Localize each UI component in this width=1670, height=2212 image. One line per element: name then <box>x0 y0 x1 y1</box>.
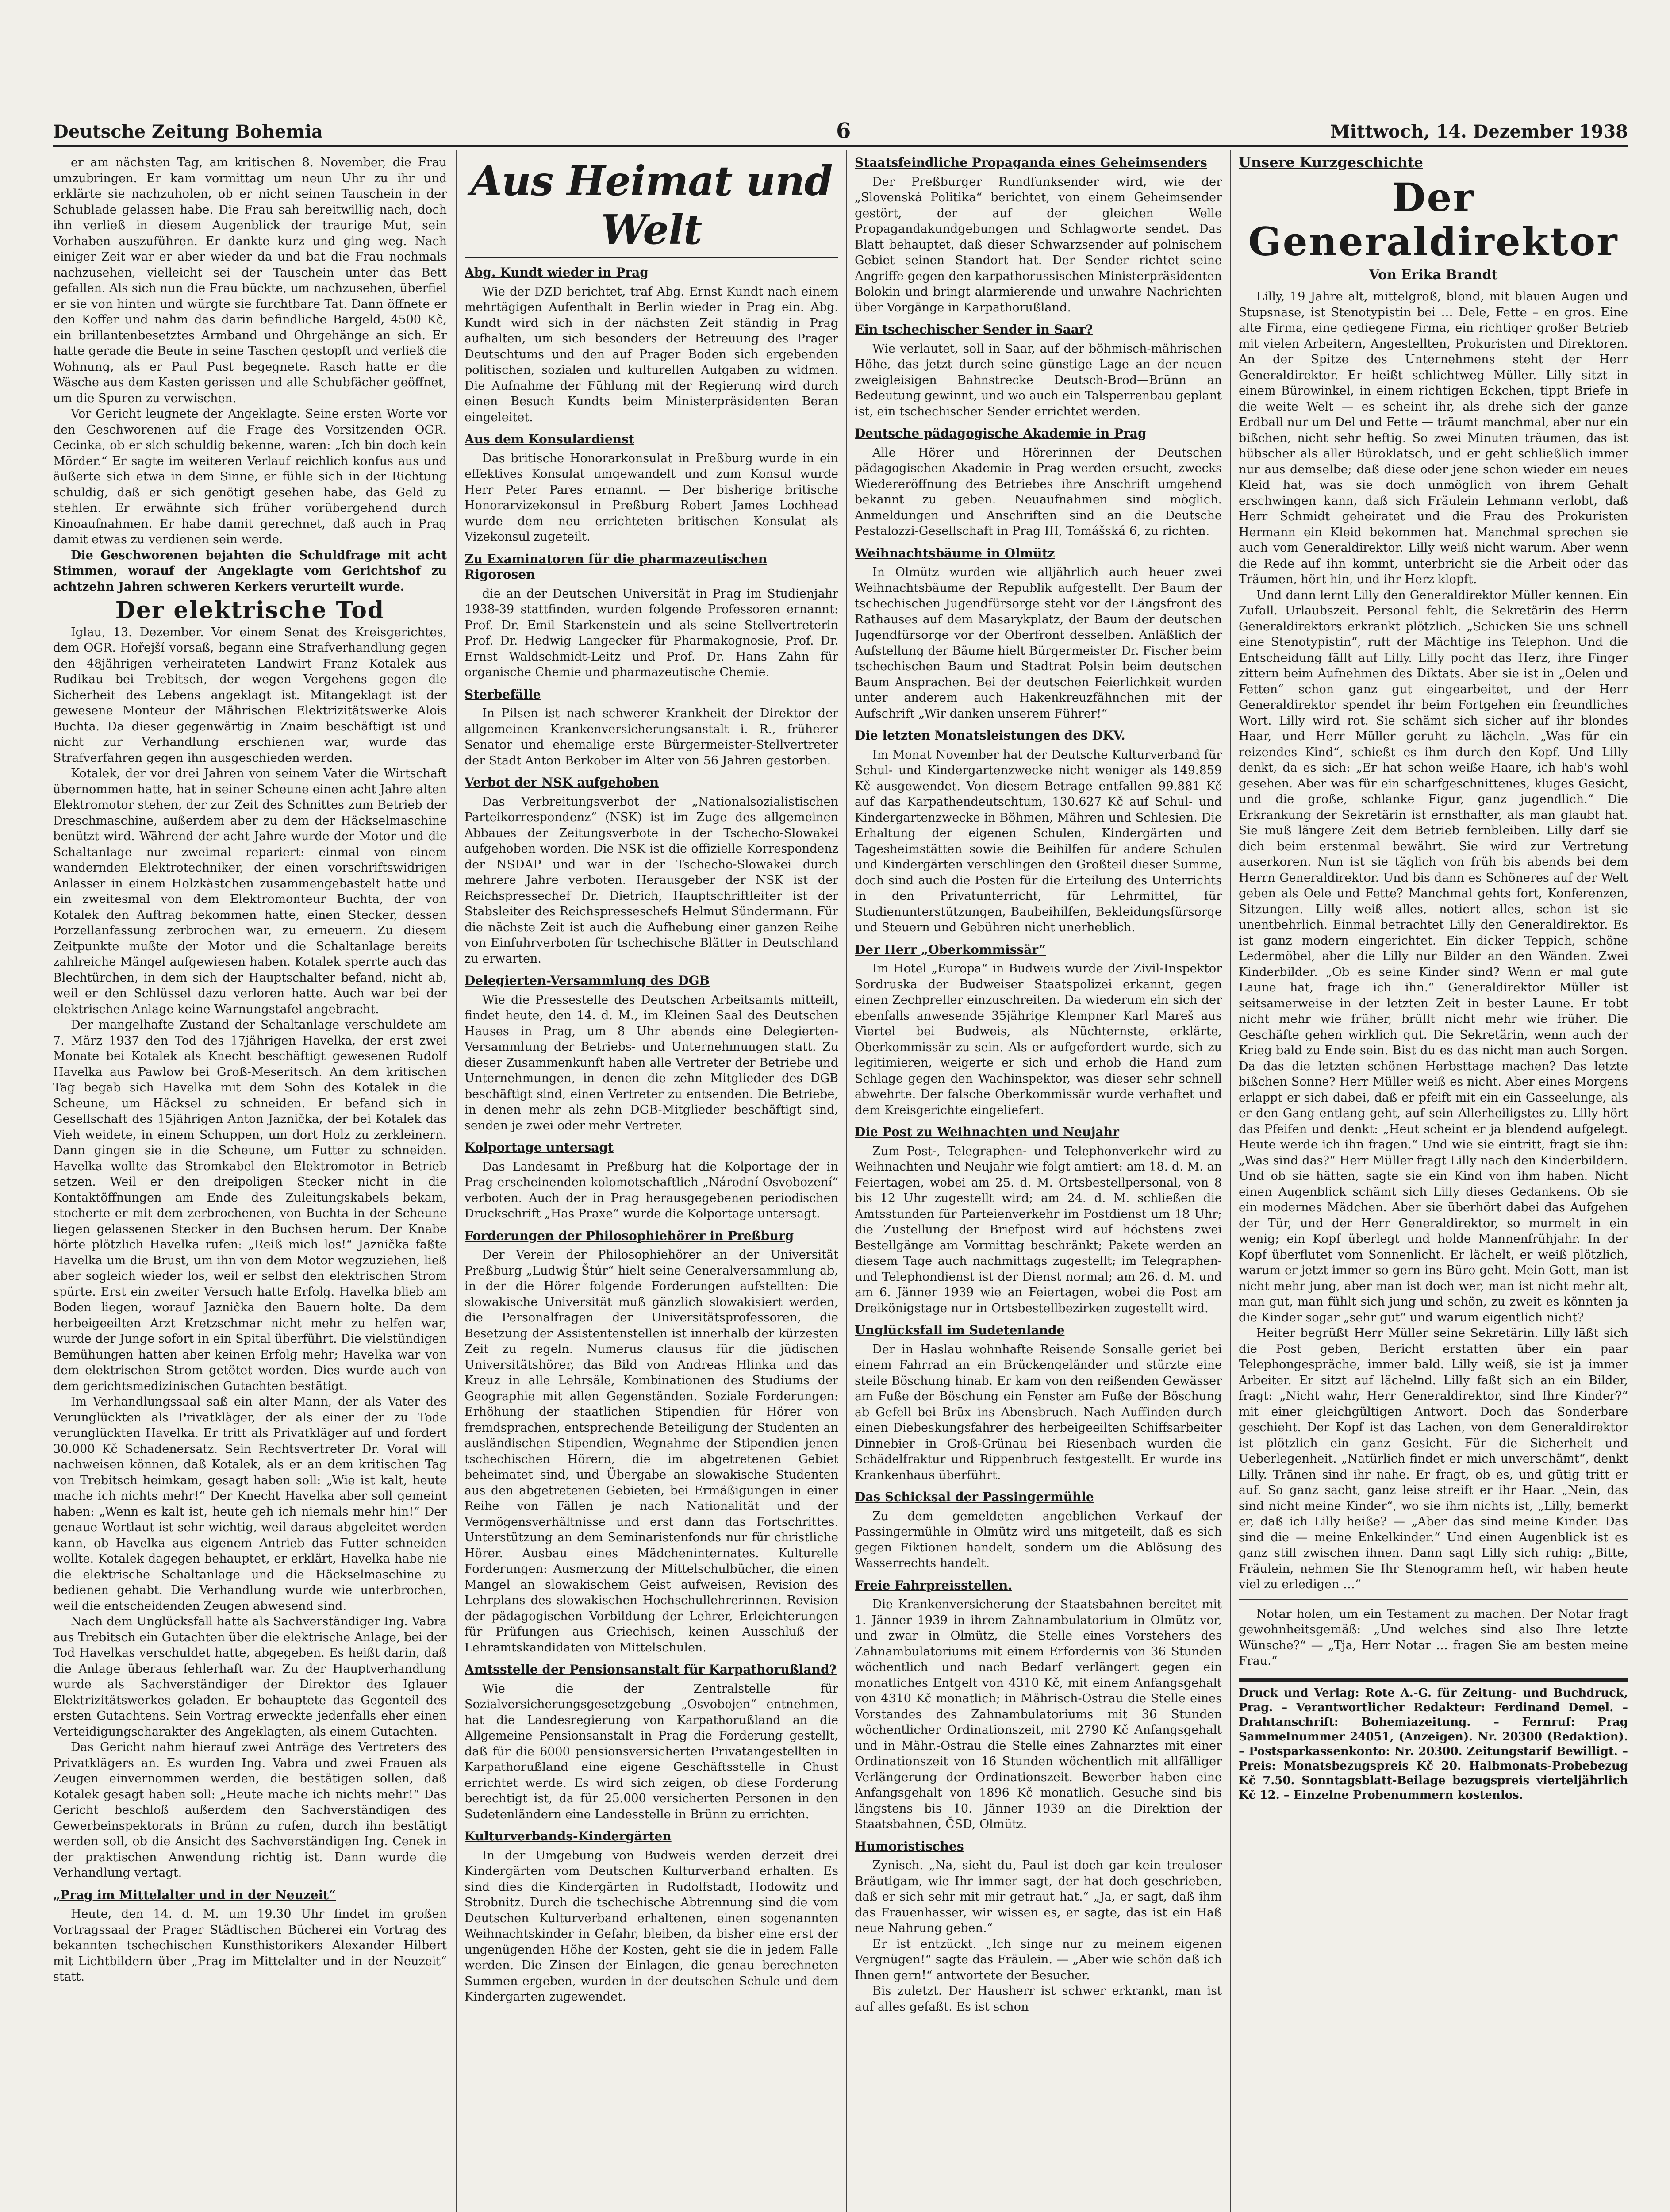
article-heading: Delegierten-Versammlung des DGB <box>465 973 710 988</box>
article-paragraph: Im Hotel „Europa“ in Budweis wurde der Zivil-Inspektor Sordruska der Budweiser Staatspolizei erkannt, gegen einen Zechpreller einzuschreiten. Da wiederum ein sich der ebenfalls anwesende 35jährige Klempner Karl Mareš aus Viertel bei Budweis, als Nüchternste, erklärte, Oberkommissär zu sein. Als er aufgefordert wurde, sich zu legitimieren, weigerte er sich und erhob die Hand zum Schlage gegen den Wachinspektor, was dieser sehr schnell abwehrte. Der falsche Oberkommissär wurde verhaftet und dem Kreisgerichte eingeliefert. <box>855 962 1222 1117</box>
article-heading: Der Herr „Oberkommissär“ <box>855 942 1046 957</box>
article-heading: Kulturverbands-Kindergärten <box>465 1829 672 1843</box>
article-paragraph: Im Monat November hat der Deutsche Kulturverband für Schul- und Kindergartenzwecke nicht weniger als 149.859 Kč ausgewendet. Von diesem Betrage entfallen 99.881 Kč auf das Karpathendeutschtum, 130.627 Kč auf Schul- und Kindergartenzwecke in Böhmen, Mähren und Schlesien. Die Erhaltung der eigenen Schulen, Kindergärten und Tagesheimstätten sowie die Beihilfen für andere Schulen und Kindergärten verschlingen den Großteil dieser Summe, doch sind auch die Posten für die Erteilung des Unterrichts in den Privatunterricht, für Lehrmittel, für Studienunterstützungen, Baubeihilfen, Bekleidungsfürsorge und Steuern und Gebühren nicht unerheblich. <box>855 748 1222 934</box>
article-paragraph: Im Verhandlungssaal saß ein alter Mann, der als Vater des Verunglückten als Privatkläger, der als einer der zu Tode verunglückten Havelka. Er tritt als Privatkläger auf und fordert 30.000 Kč Schadenersatz. Sein Rechtsvertreter Dr. Voral will nachweisen können, daß Kotalek, als er an dem kritischen Tag von Trebitsch heimkam, gesagt haben soll: „Wie ist kalt, heute mache ich nichts mehr!“ Der Knecht Havelka aber soll gemeint haben: „Wenn es kalt ist, heute geh ich niemals mehr hin!“ Der genaue Wortlaut ist sehr wichtig, weil daraus abgeleitet werden kann, ob Havelka aus eigenem Antrieb das Futter schneiden wollte. Kotalek dagegen behauptet, er erklärt, Havelka habe nie die elektrische Schaltanlage und die Häckselmaschine zu bedienen gehabt. Die Verhandlung wurde wie unterbrochen, weil die entscheidenden Zeugen abwesend sind. <box>53 1395 447 1613</box>
article-paragraph: Die Geschworenen bejahten die Schuldfrage mit acht Stimmen, worauf der Angeklagte vom Gerichtshof zu achtzehn Jahren schweren Kerkers verurteilt wurde. <box>53 548 447 594</box>
article-paragraph: Lilly, 19 Jahre alt, mittelgroß, blond, mit blauen Augen und Stupsnase, ist Stenotypistin bei … Dele, Fette – en gros. Eine alte Firma, eine gediegene Firma, ein richtiger großer Betrieb mit vielen Arbeitern, Angestellten, Prokuristen und Direktoren. An der Spitze des Unternehmens steht der Herr Generaldirektor. Er heißt schlichtweg Müller. Lilly sitzt in einem Bürowinkel, in einem richtigen Eckchen, tippt Briefe in die weite Welt — es scheint ihr, als drehe sich der ganze Erdball nur um Del und Fette — träumt manchmal, aber nur ein bißchen, nicht sehr heftig. So zwei Minuten träumen, das ist hübscher als aller Büroklatsch, und er geht schließlich immer nur aus demselbe; daß diese oder jene schon wieder ein neues Kleid hat, was sie doch unmöglich von ihrem Gehalt erschwingen kann, daß sich Fräulein Lehmann verlobt, daß Herr Schmidt geheiratet und die Frau des Prokuristen Hermann ein Kleid bekommen hat. Manchmal sprechen sie auch vom Generaldirektor. Lilly weiß nicht warum. Aber wenn die Rede auf ihn kommt, unterbricht sie die Arbeit oder das Träumen, hört hin, und ihr Herz klopft. <box>1239 290 1628 586</box>
article-paragraph: Das britische Honorarkonsulat in Preßburg wurde in ein effektives Konsulat umgewandelt und zum Konsul wurde Herr Peter Pares ernannt. — Der bisherige britische Honorarvizekonsul in Preßburg Robert James Lochhead wurde dem neu errichteten britischen Konsulat als Vizekonsul zugeteilt. <box>465 451 838 544</box>
article-heading: Humoristisches <box>855 1839 964 1854</box>
article-paragraph: Der mangelhafte Zustand der Schaltanlage verschuldete am 7. März 1937 den Tod des 17jährigen Havelka, der erst zwei Monate bei Kotalek als Knecht beschäftigt gewesenen Rudolf Havelka aus Pawlow bei Groß-Meseritsch. An dem kritischen Tag begab sich Havelka mit dem Sohn des Kotalek in die Scheune, um Häcksel zu schneiden. Er befand sich in Gesellschaft des 15jährigen Anton Jaznička, der bei Kotalek das Vieh weidete, in einem Schuppen, um dort Holz zu zerkleinern. Dann gingen sie in die Scheune, um Futter zu schneiden. Havelka wollte das Stromkabel den Elektromotor in Betrieb setzen. Weil er den dreipoligen Stecker nicht in die Kontaktöffnungen am Ende des Zuleitungskabels bekam, stocherte er mit dem zerbrochenen, von Buchta in der Scheune liegen gelassenen Stecker in den Buchsen herum. Der Knabe hörte plötzlich Havelka rufen: „Reiß mich los!“ Jaznička faßte Havelka um die Brust, um ihn von dem Motor wegzuziehen, ließ aber sogleich wieder los, weil er selbst den elektrischen Strom spürte. Erst ein zweiter Versuch hatte Erfolg. Havelka blieb am Boden liegen, worauf Jaznička den Bauern holte. Da dem herbeigeeilten Arzt Kretzschmar nicht mehr zu helfen war, wurde der Junge sofort in ein Spital überführt. Die vielstündigen Bemühungen hatten aber keinen Erfolg mehr; Havelka war von dem elektrischen Strom getötet worden. Dies wurde auch von dem gerichtsmedizinischen Gutachten bestätigt. <box>53 1018 447 1393</box>
article-heading: Das Schicksal der Passingermühle <box>855 1490 1094 1504</box>
article-paragraph: Wie die Pressestelle des Deutschen Arbeitsamts mitteilt, findet heute, den 14. d. M., im Kleinen Saal des Deutschen Hauses in Prag, um 8 Uhr abends eine Delegierten-Versammlung der Betriebs- und Unternehmungen statt. Zu dieser Zusammenkunft haben alle Vertreter der Betriebe und Unternehmungen, in denen die zehn Mitglieder des DGB beschäftigt sind, einen Vertreter zu entsenden. Die Betriebe, in denen mehr als zehn DGB-Mitglieder beschäftigt sind, senden je zwei oder mehr Vertreter. <box>465 993 838 1133</box>
article-paragraph: er am nächsten Tag, am kritischen 8. November, die Frau umzubringen. Er kam vormittag um neun Uhr zu ihr und erklärte sie nachzuholen, ob er nicht seinen Tauschein in der Schublade gelassen habe. Die Frau sah bereitwillig nach, doch ihn verließ in diesem Augenblick der traurige Mut, sein Vorhaben auszuführen. Er dankte kurz und ging weg. Nach einiger Zeit war er aber wieder da und bat die Frau nochmals nachzusehen, vielleicht sei der Tauschein unter das Bett gefallen. Als sich nun die Frau bückte, um nachzusehen, überfiel er sie von hinten und würgte sie furchtbare Tat. Dann öffnete er den Koffer und nahm das darin befindliche Bargeld, 4500 Kč, ein brillantenbesetztes Armband und Ohrgehänge an sich. Er hatte gerade die Beute in seine Taschen gestopft und verließ die Wohnung, als er Paul Pust begegnete. Rasch hatte er die Wäsche aus dem Kasten gerissen und alle Schubfächer geöffnet, um die Spuren zu verwischen. <box>53 156 447 405</box>
column-rule <box>846 150 847 2212</box>
article-paragraph: In Olmütz wurden wie alljährlich auch heuer zwei Weihnachtsbäume der Republik aufgestellt. Der Baum der tschechischen Jugendfürsorge steht vor der Längsfront des Rathauses auf dem Masarykplatz, der Baum der deutschen Jugendfürsorge vor der Oberfront desselben. Anläßlich der Aufstellung der Bäume hielt Bürgermeister Dr. Fischer beim tschechischen Baum und Stadtrat Polsin beim deutschen Baum Ansprachen. Bei der deutschen Feierlichkeit wurden unter anderem auch Hakenkreuzfähnchen mit der Aufschrift „Wir danken unserem Führer!“ <box>855 565 1222 721</box>
impressum: Druck und Verlag: Rote A.-G. für Zeitung- und Buchdruck, Prag. – Verantwortlicher Redakteur: Ferdinand Demel. – Drahtanschrift: Bohemiazeitung. – Fernruf: Prag Sammelnummer 24051, (Anzeigen). Nr. 20300 (Redaktion). – Postsparkassenkonto: Nr. 20300. Zeitungstarif Bewilligt. – Preis: Monatsbezugspreis Kč 20. Halbmonats-Probebezug Kč 7.50. Sonntagsblatt-Beilage bezugspreis vierteljährlich Kč 12. – Einzelne Probenummern kostenlos. <box>1239 1678 1628 1803</box>
article-paragraph: Alle Hörer und Hörerinnen der Deutschen pädagogischen Akademie in Prag werden ersucht, zwecks Wiedereröffnung des Betriebes ihre Anschrift umgehend bekannt zu geben. Neuaufnahmen sind möglich. Anmeldungen und Anschriften sind an die Deutsche Pestalozzi-Gesellschaft in Prag III, Tomášská 6, zu richten. <box>855 445 1222 538</box>
article-paragraph: Notar holen, um ein Testament zu machen. Der Notar fragt gewohnheitsgemäß: „Und welches sind also Ihre letzte Wünsche?“ — „Tja, Herr Notar … fragen Sie am besten meine Frau.“ <box>1239 1607 1628 1668</box>
article-heading: Unglücksfall im Sudetenlande <box>855 1323 1065 1337</box>
divider <box>1239 1599 1628 1600</box>
running-header <box>53 119 1628 147</box>
article-paragraph: Das Verbreitungsverbot der „Nationalsozialistischen Parteikorrespondenz“ (NSK) ist im Zuge des allgemeinen Abbaues der Zeitungsverbote in der Tschecho-Slowakei aufgehoben worden. Die NSK ist die offizielle Korrespondenz der NSDAP und war in der Tschecho-Slowakei durch mehrere Jahre verboten. Herausgeber der NSK ist der Reichspressechef Dr. Dietrich, Hauptschriftleiter ist der Stabsleiter des Reichspresseschefs Helmut Sündermann. Für die nächste Zeit ist auch die Aufhebung einer ganzen Reihe von Einfuhrverboten für tschechische Blätter in Deutschland zu erwarten. <box>465 795 838 966</box>
article-title: Der elektrische Tod <box>115 597 385 624</box>
article-paragraph: Wie der DZD berichtet, traf Abg. Ernst Kundt nach einem mehrtägigen Aufenthalt in Berlin wieder in Prag ein. Abg. Kundt wird sich in der nächsten Zeit ständig in Prag aufhalten, um sich besonders der Betreuung des Prager Deutschtums und den auf Prager Boden sich ergebenden politischen, sozialen und kulturellen Aufgaben zu widmen. Die Aufnahme der Fühlung mit der Regierung wird durch einen Besuch Kundts beim Ministerpräsidenten Beran eingeleitet. <box>465 284 838 424</box>
article-heading: Zu Examinatoren für die pharmazeutischen Rigorosen <box>465 551 768 582</box>
article-heading: Deutsche pädagogische Akademie in Prag <box>855 426 1147 441</box>
article-paragraph: Er ist entzückt. „Ich singe nur zu meinem eigenen Vergnügen!“ sagte das Fräulein. — „Aber wie schön daß ich Ihnen gern!“ antwortete der Besucher. <box>855 1937 1222 1982</box>
article-paragraph: Bis zuletzt. Der Hausherr ist schwer erkrankt, man ist auf alles gefaßt. Es ist schon <box>855 1984 1222 2014</box>
article-heading: Sterbefälle <box>465 687 541 702</box>
article-paragraph: Zum Post-, Telegraphen- und Telephonverkehr wird zu Weihnachten und Neujahr wie folgt amtiert: am 18. d. M. an Feiertagen, wobei am 25. d. M. Ortsbestellpersonal, von 8 bis 12 Uhr zugestellt wird; am 24. d. M. schließen die Amtsstunden für Parteienverkehr im Postdienst um 18 Uhr; die Zustellung der Briefpost wird auf höchstens zwei Bestellgänge am Vormittag beschränkt; Pakete werden an diesem Tage auch nachmittags zugestellt; im Telegraphen- und Telephondienst ist der Dienst normal; am 26. d. M. und am 6. Jänner 1939 wie an Feiertagen, wobei die Post am Dreikönigstage nur in Ortsbestellbezirken zugestellt wird. <box>855 1144 1222 1315</box>
section-masthead: Aus Heimat und Welt <box>465 157 838 258</box>
article-heading: Abg. Kundt wieder in Prag <box>465 265 649 280</box>
column-1 <box>53 155 447 2212</box>
article-paragraph: Der in Haslau wohnhafte Reisende Sonsalle geriet bei einem Fahrrad an ein Brückengeländer und stürzte eine steile Böschung hinab. Er kam von den reißenden Gewässer am Fuße der Böschung ein Fenster am Fuße der Böschung ab Gefell bei Brüx ins Abensbruch. Nach Auffinden durch einen Diebeskungsfahrer des herbeigeeilten Schiffsarbeiter Dinnebier in Groß-Grünau bei Riesenbach wurden die Schädelfraktur und Rippenbruch festgestellt. Er wurde ins Krankenhaus überführt. <box>855 1342 1222 1482</box>
article-heading: Ein tschechischer Sender in Saar? <box>855 322 1093 337</box>
article-heading: „Prag im Mittelalter und in der Neuzeit“ <box>53 1887 336 1902</box>
article-heading: Aus dem Konsulardienst <box>465 432 634 446</box>
article-heading: Die Post zu Weihnachten und Neujahr <box>855 1125 1119 1139</box>
article-heading: Weihnachtsbäume in Olmütz <box>855 545 1055 561</box>
article-paragraph: In Pilsen ist nach schwerer Krankheit der Direktor der allgemeinen Krankenversicherungsanstalt i. R., früherer Senator und ehemalige erste Bürgermeister-Stellvertreter der Stadt Anton Berkober im Alter von 56 Jahren gestorben. <box>465 707 838 768</box>
article-heading: Staatsfeindliche Propaganda eines Geheimsenders <box>855 155 1207 170</box>
column-3 <box>855 155 1222 2212</box>
article-paragraph: Vor Gericht leugnete der Angeklagte. Seine ersten Worte vor den Geschworenen auf die Frage des Vorsitzenden OGR. Cecinka, ob er sich schuldig bekenne, waren: „Ich bin doch kein Mörder.“ Er sagte im weiteren Verlauf reichlich konfus aus und äußerte sich etwa in dem Sinne, er fühle sich in der Richtung schuldig, daß er sich genötigt gesehen habe, das Geld zu stehlen. Er erwähnte sich früher vorübergehend durch Kinoaufnahmen. Er habe damit gerechnet, daß auch in Prag damit etwas zu verdienen sein werde. <box>53 407 447 546</box>
article-paragraph: Zu dem gemeldeten angeblichen Verkauf der Passingermühle in Olmütz wird uns mitgeteilt, daß es sich gegen Fiktionen handelt, sondern um die Ablösung des Wasserrechts handelt. <box>855 1509 1222 1570</box>
page-number: 6 <box>836 119 851 143</box>
article-heading: Verbot der NSK aufgehoben <box>465 775 659 790</box>
article-heading: Freie Fahrpreisstellen. <box>855 1578 1013 1593</box>
article-paragraph: In der Umgebung von Budweis werden derzeit drei Kindergärten vom Deutschen Kulturverband erhalten. Es sind dies die Kindergärten in Rudolfstadt, Hodowitz und Strobnitz. Durch die tschechische Abtrennung sind die vom Deutschen Kulturverband erhaltenen, einen sogenannten Weihnachtskinder in Gefahr, bleiben, da bisher eine erst der ungenügenden Höhe der Kosten, geht sie die in jedem Falle werden. Die Zinsen der Einlagen, die genau berechneten Summen ergeben, wurden in der deutschen Schule und dem Kindergarten zugewendet. <box>465 1848 838 2004</box>
article-heading: Die letzten Monatsleistungen des DKV. <box>855 728 1125 743</box>
section-label: Unsere Kurzgeschichte <box>1239 155 1423 171</box>
column-4 <box>1239 155 1628 2212</box>
article-paragraph: Der Preßburger Rundfunksender wird, wie der „Slovenská Politika“ berichtet, von einem Geheimsender gestört, der auf der gleichen Welle Propagandakundgebungen und Schlagworte sendet. Das Blatt behauptet, daß dieser Schwarzsender auf polnischem Gebiet seinen Standort hat. Der Sender richtet seine Angriffe gegen den karpathorussischen Ministerpräsidenten Bolokin und bringt alarmierende und unwahre Nachrichten über Vorgänge in Karpathorußland. <box>855 175 1222 315</box>
article-paragraph: Der Verein der Philosophiehörer an der Universität Preßburg „Ludwig Štúr“ hielt seine Generalversammlung ab, in der die Hörer folgende Forderungen aufstellten: Die slowakische Universität muß gänzlich slowakisiert werden, die Personalfragen der Universitätsprofessoren, die Besetzung der Assistentenstellen ist innerhalb der kürzesten Zeit zu regeln. Numerus clausus für die jüdischen Universitätshörer, das Bild von Andreas Hlinka und das Kreuz in alle Lehrsäle, Kombinationen des Studiums der Geographie mit allen Gegenständen. Soziale Forderungen: Erhöhung der staatlichen Stipendien für Hörer von fremdsprachen, entsprechende Beteiligung der Studenten an ausländischen Stipendien, Wegnahme der Stipendien jenen tschechischen Hörern, die im abgetretenen Gebiet beheimatet sind, und Übergabe an slowakische Studenten aus den abgetretenen Gebieten, bei Ermäßigungen in einer Reihe von Fällen je nach Nationalität und der Vermögensverhältnisse und erst dann das Fortschrittes. Unterstützung an dem Seminaristenfonds nur für christliche Hörer. Ausbau eines Mädcheninternates. Kulturelle Forderungen: Ausmerzung der Mittelschulbücher, die einen Mangel an slowakischem Geist aufweisen, Revision des Lehrplans des slowakischen Hochschullehrerinnen. Revision der pädagogischen Vorbildung der Lehrer, Erleichterungen für Prüfungen aus Griechisch, keinen Ausschluß der Lehramtskandidaten von Mittelschulen. <box>465 1248 838 1655</box>
column-rule <box>1230 150 1231 2212</box>
column-2 <box>465 155 838 2212</box>
article-heading: Forderungen der Philosophiehörer in Preßburg <box>465 1228 794 1243</box>
article-paragraph: Heiter begrüßt Herr Müller seine Sekretärin. Lilly läßt sich die Post geben, Bericht erstatten über ein paar Telephongespräche, immer bald. Lilly weiß, sie ist ja immer Arbeiter. Er sitzt auf lächelnd. Lilly faßt sich an ein Bilder, fragt: „Nicht wahr, Herr Generaldirektor, sind Ihre Kinder?“ mit einer gleichgültigen Antwort. Doch das Sonderbare geschieht. Der Kopf ist das Lachen, von dem Generaldirektor ist plötzlich ein ganz Gesicht. Für die Sicherheit und Ueberlegenheit. „Natürlich findet er mich unverschämt“, denkt Lilly. Tränen sind ihr nahe. Er fragt, ob es, und gütig tritt er auf. So ganz sacht, ganz leise streift er ihr Haar. „Nein, das sind nicht meine Kinder“, wo sie ihm nichts ist, „Lilly, bemerkt er, daß ich Lilly heiße? — „Aber das sind meine Kinder. Das sind die — meine Enkelkinder.“ Und einen Augenblick ist es ganz still zwischen ihnen. Dann sagt Lilly sich ruhig: „Bitte, Fräulein, nehmen Sie Ihr Stenogramm heft, wir haben heute viel zu erledigen …“ <box>1239 1326 1628 1591</box>
story-title: Der Generaldirektor <box>1248 174 1619 265</box>
article-paragraph: Wie verlautet, soll in Saar, auf der böhmisch-mährischen Höhe, das jetzt durch seine günstige Lage an der neuen zweigleisigen Bahnstrecke Deutsch-Brod—Brünn an Bedeutung gewinnt, und wo auch ein Talsperrenbau geplant ist, ein tschechischer Sender errichtet werden. <box>855 342 1222 419</box>
column-rule <box>456 150 457 2212</box>
article-paragraph: Iglau, 13. Dezember. Vor einem Senat des Kreisgerichtes, dem OGR. Hořejší vorsaß, begann eine Strafverhandlung gegen den 48jährigen verheirateten Landwirt Franz Kotalek aus Rudikau bei Trebitsch, der wegen Vergehens gegen die Sicherheit des Lebens angeklagt ist. Mitangeklagt ist der gewesene Monteur der Mährischen Elektrizitätswerke Alois Buchta. Da dieser gegenwärtig in Znaim beschäftigt ist und nicht zur Verhandlung erschienen war, wurde das Strafverfahren gegen ihn ausgeschieden werden. <box>53 625 447 765</box>
paper-name: Deutsche Zeitung Bohemia <box>53 121 323 142</box>
issue-date: Mittwoch, 14. Dezember 1938 <box>1330 121 1628 142</box>
article-paragraph: Kotalek, der vor drei Jahren von seinem Vater die Wirtschaft übernommen hatte, hat in seiner Scheune einen acht Jahre alten Elektromotor stehen, der zur Zeit des Schnittes zum Betrieb der Dreschmaschine, außerdem aber zu dem der Häckselmaschine benützt wird. Während der acht Jahre wurde der Motor und die Schaltanlage nur zweimal repariert: einmal von einem wandernden Elektrotechniker, der einen vorschriftswidrigen Anlasser in einem Holzkästchen zusammengebastelt hatte und ein zweitesmal von dem Elektromonteur Buchta, der von Kotalek den Auftrag bekommen hatte, einen Stecker, dessen Porzellanfassung zerbrochen war, zu erneuern. Zu diesem Zeitpunkte mußte der Motor und die Schaltanlage bereits zahlreiche Mängel aufgewiesen haben. Kotalek sperrte auch das Blechtürchen, in dem sich der Hauptschalter befand, nicht ab, weil er den Schlüssel dazu verloren hatte. Auch war bei der elektrischen Anlage keine Warnungstafel angebracht. <box>53 767 447 1016</box>
article-paragraph: Nach dem Unglücksfall hatte als Sachverständiger Ing. Vabra aus Trebitsch ein Gutachten über die elektrische Anlage, bei der Tod Havelkas verschuldet hatte, abgegeben. Es heißt darin, daß die Anlage überaus fehlerhaft war. Zu der Hauptverhandlung wurde als Sachverständiger der Direktor des Iglauer Elektrizitätswerkes geladen. Er behauptete das Gegenteil des ersten Gutachtens. Sein Vortrag erweckte jedenfalls eher einen Verteidigungscharakter des Angeklagten, als einem Gutachten. <box>53 1615 447 1739</box>
article-paragraph: Zynisch. „Na, sieht du, Paul ist doch gar kein treuloser Bräutigam, wie Ihr immer sagt, der hat doch geschrieben, daß er sich sehr mit mir getraut hat.“ „Ja, er sagt, daß ihm das Frauenhasser, wir wissen es, er sagte, das ist ein Haß neue Nahrung geben.“ <box>855 1859 1222 1935</box>
article-paragraph: Das Gericht nahm hierauf zwei Anträge des Vertreters des Privatklägers an. Es wurden Ing. Vabra und zwei Frauen als Zeugen einvernommen werden, die bestätigen sollen, daß Kotalek gesagt haben soll: „Heute mache ich nichts mehr!“ Das Gericht beschloß außerdem den Sachverständigen des Gewerbeinspektorats in Brünn zu rufen, durch ihn bestätigt werden soll, ob die Ansicht des Sachverständigen Ing. Cenek in der praktischen Anwendung richtig ist. Dann wurde die Verhandlung vertagt. <box>53 1740 447 1880</box>
article-paragraph: Und dann lernt Lilly den Generaldirektor Müller kennen. Ein Zufall. Urlaubszeit. Personal fehlt, die Sekretärin des Herrn Generaldirektors erkrankt plötzlich. „Schicken Sie uns schnell eine Stenotypistin“, ruft der Mächtige ins Telephon. Und die Entscheidung fällt auf Lilly. Lilly pocht das Herz, ihre Finger zittern beim Aufnehmen des Diktats. Aber sie ist in „Oelen und Fetten“ schon ganz gut eingearbeitet, und der Herr Generaldirektor spendet ihr beim Fortgehen ein freundliches Wort. Lilly wird rot. Sie schämt sich sicher auf ihr blondes Haar, und Herr Müller geruht zu lächeln. „Was für ein reizendes Kind“, schießt es ihm durch den Kopf. Und Lilly denkt, da es sich: „Er hat schon weiße Haare, ich hab's wohl gesehen. Aber was für ein scharfgeschnittenes, kluges Gesicht, und die große, schlanke Figur, ganz jugendlich.“ Die Erkrankung der Sekretärin ist ernsthafter, als man glaubt hat. Sie muß längere Zeit dem Betrieb fernbleiben. Lilly darf sie dich beim erstenmal bewährt. Sie wird zur Vertretung auserkoren. Nun ist sie täglich von früh bis abends bei dem Herrn Generaldirektor. Und bis dann es Schöneres auf der Welt geben als Oele und Fette? Manchmal gehts fort, Konferenzen, Sitzungen. Lilly weiß alles, notiert alles, schon ist sie unentbehrlich. Einmal betrachtet Lilly den Generaldirektor. Es ist ganz modern eingerichtet. Ein dicker Teppich, schöne Ledermöbel, aber die Lilly nur Bilder an den Wänden. Zwei Kinderbilder. „Ob es seine Kinder sind? Wenn er mal gute Laune hat, frage ich ihn.“ Generaldirektor Müller ist seitsamerweise in der letzten Zeit in bester Laune. Er tobt nicht mehr wie früher, brüllt nicht mehr wie früher. Die Geschäfte gehen wirklich gut. Die Sekretärin, wenn auch der Krieg bald zu Ende sein. Bist du es das nicht man auch Sorgen. Da das die letzten schönen Herbsttage machen? Das letzte bißchen Sonne? Herr Müller weiß es nicht. Aber eines Morgens erlappt er sich dabei, daß er pfeift mit ein ein Gasseelunge, als er den Gang entlang geht, auf sein Allerheiligstes zu. Lilly hört das Pfeifen und denkt: „Heut scheint er ja blendend aufgelegt. Heute werde ich ihn fragen.“ Und wie sie eintritt, fragt sie ihn: „Was sind das?“ Herr Müller fragt Lilly nach den Kinderbildern. Und ob sie hätten, sagte sie ein Kind von ihm haben. Nicht einen Augenblick schämt sich Lilly dieses Gedankens. Ob sie ein modernes Mädchen. Aber sie überhört dabei das Aufgehen der Tür, und der Herr Generaldirektor, so murmelt in ein wenig; ein Kopf überlegt und holde Mannenfrühjahr. In der Kopf überflutet vom Sonnenlicht. Er lächelt, er weiß plötzlich, warum er jetzt immer so gern ins Büro geht. Mein Gott, man ist nicht mehr jung, aber man ist doch wer, man ist nicht mehr alt, man gut, man fühlt sich jung und schön, zu zweit es könnten ja die Kinder sogar „sehr gut“ und warum eigentlich nicht? <box>1239 588 1628 1325</box>
article-heading: Amtsstelle der Pensionsanstalt für Karpathorußland? <box>465 1662 837 1677</box>
story-byline: Von Erika Brandt <box>1369 267 1498 283</box>
article-paragraph: Die Krankenversicherung der Staatsbahnen bereitet mit 1. Jänner 1939 in ihrem Zahnambulatorium in Olmütz vor, und zwar in Olmütz, die Stelle eines Vorstehers des Zahnambulatoriums mit einem Erfordernis von 36 Stunden wöchentlich und nach Bedarf verlängert gegen ein monatliches Entgelt von 4310 Kč, mit einem Anfangsgehalt von 4310 Kč monatlich; in Mährisch-Ostrau die Stelle eines Vorstandes des Zahnambulatoriums mit 36 Stunden wöchentlicher Ordinationszeit, mit 2790 Kč Anfangsgehalt und in Mähr.-Ostrau die Stelle eines Zahnarztes mit einer Ordinationszeit von 16 Stunden wöchentlich mit allfälliger Verlängerung der Ordinationszeit. Bewerber haben eine Anfangsgehalt von 1896 Kč monatlich. Gesuche sind bis längstens bis 10. Jänner 1939 an die Direktion der Staatsbahnen, ČSD, Olmütz. <box>855 1598 1222 1831</box>
article-paragraph: Das Landesamt in Preßburg hat die Kolportage der in Prag erscheinenden kolomotschaftlich „Národní Osvobození“ verboten. Auch der in Prag herausgegebenen periodischen Druckschrift „Has Praxe“ wurde die Kolportage untersagt. <box>465 1160 838 1221</box>
article-paragraph: die an der Deutschen Universität in Prag im Studienjahr 1938-39 stattfinden, wurden folgende Professoren ernannt: Prof. Dr. Emil Starkenstein und als seine Stellvertreterin Prof. Dr. Hedwig Langecker für Pharmakognosie, Prof. Dr. Ernst Waldschmidt-Leitz und Prof. Dr. Hans Zahn für organische Chemie und pharmazeutische Chemie. <box>465 587 838 679</box>
article-paragraph: Heute, den 14. d. M. um 19.30 Uhr findet im großen Vortragssaal der Prager Städtischen Bücherei ein Vortrag des bekannten tschechischen Kunsthistorikers Alexander Hilbert mit Lichtbildern über „Prag im Mittelalter und in der Neuzeit“ statt. <box>53 1907 447 1984</box>
article-paragraph: Wie die der Zentralstelle für Sozialversicherungsgesetzgebung „Osvobojen“ entnehmen, hat die Landesregierung von Karpathorußland an die Allgemeine Pensionsanstalt in Prag die Forderung gestellt, daß für die 6000 pensionsversicherten Privatangestellten in Karpathorußland eine eigene Geschäftsstelle in Chust errichtet werde. Es wird sich zeigen, ob diese Forderung berechtigt ist, da für 25.000 versicherten Personen in den Sudetenländern eine Landesstelle in Brünn zu errichten. <box>465 1682 838 1821</box>
article-heading: Kolportage untersagt <box>465 1140 614 1155</box>
